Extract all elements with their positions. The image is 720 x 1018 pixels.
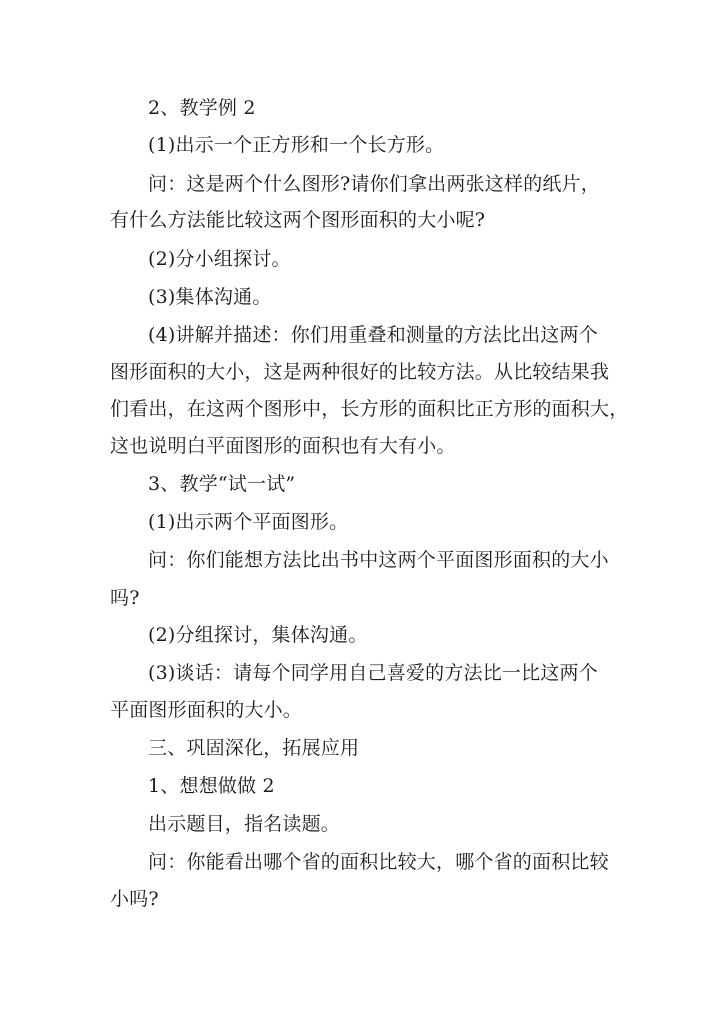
paragraph-line: 们看出，在这两个图形中，长方形的面积比正方形的面积大， — [110, 398, 629, 420]
paragraph-line: (3)集体沟通。 — [148, 286, 272, 308]
paragraph-line: (2)分小组探讨。 — [148, 248, 291, 270]
paragraph-line: 有什么方法能比较这两个图形面积的大小呢? — [110, 209, 486, 231]
paragraph-line: 平面图形面积的大小。 — [110, 699, 303, 721]
section-heading-consolidate: 三、巩固深化，拓展应用 — [148, 737, 360, 759]
paragraph-line: 这也说明白平面图形的面积也有大有小。 — [110, 435, 456, 457]
section-heading-example-2: 2、教学例 2 — [148, 97, 256, 119]
paragraph-line: (4)讲解并描述：你们用重叠和测量的方法比出这两个 — [148, 324, 598, 346]
section-heading-think-and-do: 1、想想做做 2 — [148, 775, 275, 797]
paragraph-line: 问：你们能想方法比出书中这两个平面图形面积的大小 — [148, 549, 609, 571]
paragraph-line: 小吗? — [110, 888, 159, 910]
section-heading-try-it: 3、教学“试一试” — [148, 473, 296, 495]
paragraph-line: (1)出示两个平面图形。 — [148, 511, 349, 533]
paragraph-line: (3)谈话：请每个同学用自己喜爱的方法比一比这两个 — [148, 662, 598, 684]
paragraph-line: 图形面积的大小，这是两种很好的比较方法。从比较结果我 — [110, 361, 610, 383]
paragraph-line: 问：你能看出哪个省的面积比较大，哪个省的面积比较 — [148, 851, 609, 873]
paragraph-line: 吗? — [110, 587, 140, 609]
paragraph-line: 出示题目，指名读题。 — [148, 813, 341, 835]
paragraph-line: (1)出示一个正方形和一个长方形。 — [148, 134, 445, 156]
paragraph-line: 问：这是两个什么图形?请你们拿出两张这样的纸片， — [148, 173, 600, 195]
paragraph-line: (2)分组探讨，集体沟通。 — [148, 624, 368, 646]
